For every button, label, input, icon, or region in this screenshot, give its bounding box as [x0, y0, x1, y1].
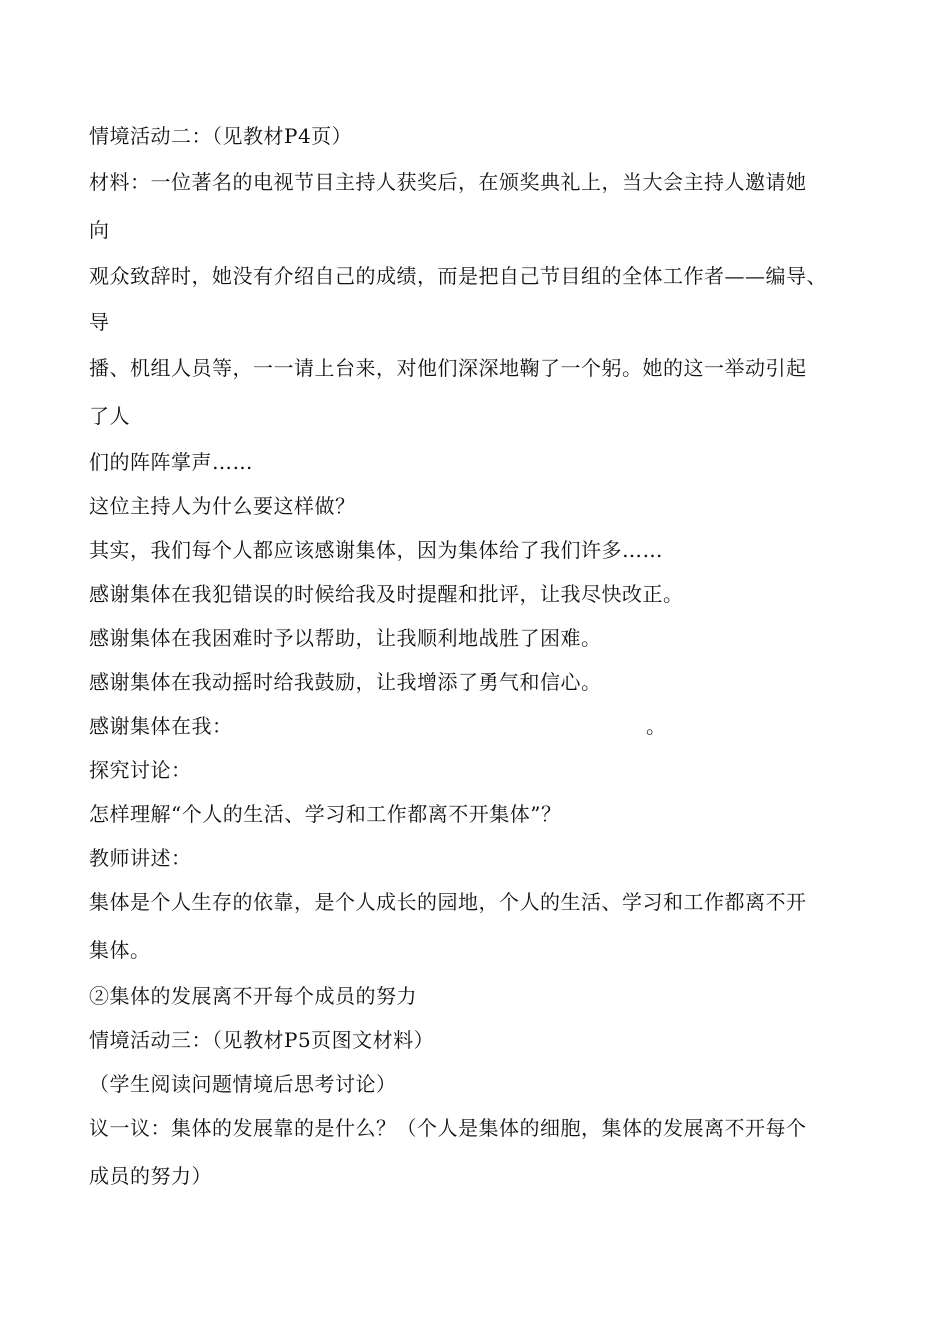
- text-line: 导: [89, 310, 110, 334]
- section-heading: ②集体的发展离不开每个成员的努力: [89, 984, 417, 1008]
- text-line: 其实，我们每个人都应该感谢集体，因为集体给了我们许多……: [89, 538, 663, 562]
- text-line: 集体。: [89, 938, 151, 962]
- text-line: 材料：一位著名的电视节目主持人获奖后，在颁奖典礼上，当大会主持人邀请她: [89, 170, 807, 194]
- text-line: 观众致辞时，她没有介绍自己的成绩，而是把自己节目组的全体工作者——编导、: [89, 264, 827, 288]
- fill-in-line: 感谢集体在我：: [89, 714, 233, 738]
- text-line: 播、机组人员等，一一请上台来，对他们深深地鞠了一个躬。她的这一举动引起: [89, 356, 807, 380]
- text-line: 向: [89, 218, 110, 242]
- text-line: 议一议：集体的发展靠的是什么？（个人是集体的细胞，集体的发展离不开每个: [89, 1116, 807, 1140]
- text-line: 们的阵阵掌声……: [89, 450, 253, 474]
- text-line: 怎样理解“个人的生活、学习和工作都离不开集体”？: [89, 802, 562, 826]
- text-line: 了人: [89, 404, 130, 428]
- text-line: 感谢集体在我动摇时给我鼓励，让我增添了勇气和信心。: [89, 670, 602, 694]
- text-line: 教师讲述：: [89, 846, 192, 870]
- text-line: 成员的努力）: [89, 1164, 212, 1188]
- text-line: 情境活动二：（见教材P4页）: [89, 124, 353, 148]
- text-line: 感谢集体在我犯错误的时候给我及时提醒和批评，让我尽快改正。: [89, 582, 684, 606]
- fill-in-end-mark: 。: [646, 714, 666, 738]
- text-line: 集体是个人生存的依靠，是个人成长的园地，个人的生活、学习和工作都离不开: [89, 890, 807, 914]
- text-line: （学生阅读问题情境后思考讨论）: [89, 1072, 397, 1096]
- text-line: 这位主持人为什么要这样做？: [89, 494, 356, 518]
- text-line: 情境活动三：（见教材P5页图文材料）: [89, 1028, 435, 1052]
- text-line: 感谢集体在我困难时予以帮助，让我顺利地战胜了困难。: [89, 626, 602, 650]
- text-line: 探究讨论：: [89, 758, 192, 782]
